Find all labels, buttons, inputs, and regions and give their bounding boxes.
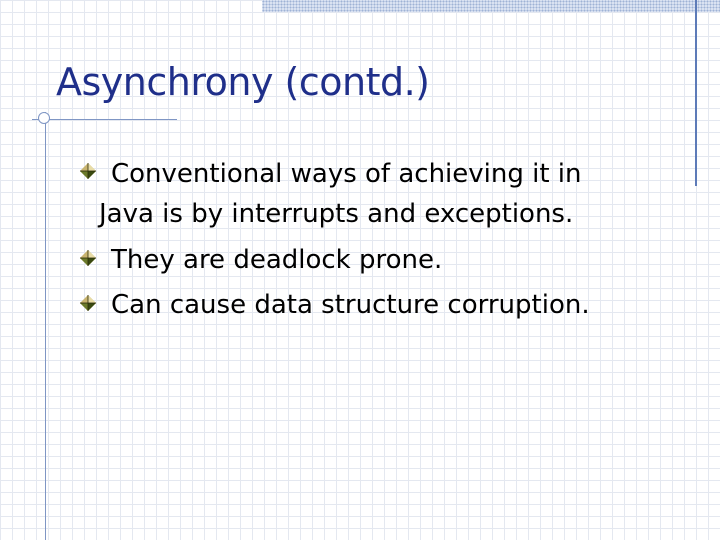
bullet-3-text: Can cause data structure corruption. [111,290,590,320]
bullet-1-line-2: Java is by interrupts and exceptions. [99,199,574,229]
slide-title: Asynchrony (contd.) [56,60,430,104]
bullet-2-text: They are deadlock prone. [111,245,443,275]
diamond-bullet-icon [80,163,96,179]
diamond-bullet-icon [80,250,96,266]
bullet-1-line-1: Conventional ways of achieving it in [111,159,582,189]
diamond-bullet-icon [80,295,96,311]
